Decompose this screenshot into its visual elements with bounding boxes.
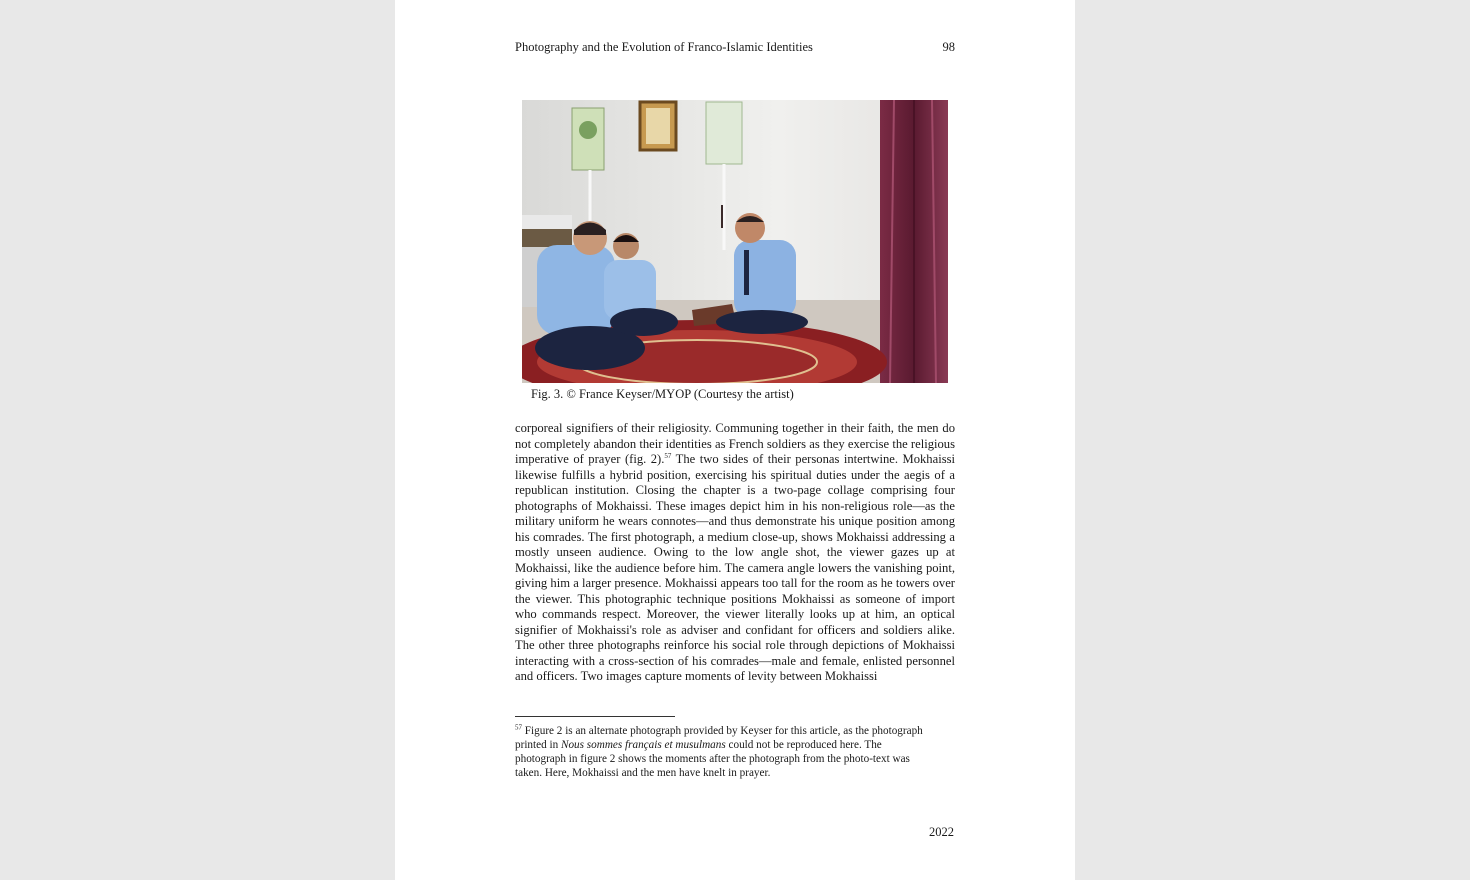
body-text-part2: The two sides of their personas intertwine. Mokhaissi likewise fulfills a hybrid position, exercising his spiritual duties under the aegis of a republican institution. Closing the chapter is a two-page collage comprising four photographs of Mokhaissi. These images depict him in his non-religious role—as the military uniform he wears connotes—and thus demonstrate his unique position among his comrades. The first photograph, a medium close-up, shows Mokhaissi addressing a mostly unseen audience. Owing to the low angle shot, the viewer gazes up at Mokhaissi, like the audience before him. The camera angle lowers the vanishing point, giving him a larger presence. Mokhaissi appears too tall for the room as he towers over the viewer. This photographic technique positions Mokhaissi as someone of import who commands respect. Moreover, the viewer literally looks up at him, an optical signifier of Mokhaissi's role as adviser and confidant for officers and soldiers alike. The other three photographs reinforce his social role through depictions of Mokhaissi interacting with a cross-section of his comrades—male and female, enlisted personnel and officers. Two images capture moments of levity between Mokhaissi	[515, 452, 955, 683]
footnote-number: 57	[515, 723, 522, 732]
footnote-divider	[515, 716, 675, 717]
footnote	[515, 724, 935, 780]
footnote-text-part1: Figure 2 is an alternate photograph provided by Keyser for this article, as the photograph printed in	[515, 725, 923, 751]
footer-year: 2022	[929, 825, 954, 839]
body-text-part1: corporeal signifiers of their religiosity. Communing together in their faith, the men do not completely abandon their identities as French soldiers as they exercise the religious imperative of prayer (fig. 2).	[515, 421, 955, 466]
document-page	[395, 0, 1075, 880]
body-paragraph	[515, 421, 955, 685]
footnote-reference[interactable]: 57	[664, 451, 672, 460]
footnote-text-part2: could not be reproduced here. The photograph in figure 2 shows the moments after the photograph from the photo-text was taken. Here, Mokhaissi and the men have knelt in prayer.	[515, 739, 910, 779]
photograph-image	[522, 100, 948, 383]
figure-photograph	[522, 100, 948, 383]
running-head	[515, 40, 955, 55]
page-number: 98	[942, 40, 955, 54]
figure-caption: Fig. 3. © France Keyser/MYOP (Courtesy the artist)	[531, 387, 794, 401]
running-head-title: Photography and the Evolution of Franco-Islamic Identities	[515, 40, 813, 54]
footnote-italic-title: Nous sommes français et musulmans	[561, 739, 726, 751]
